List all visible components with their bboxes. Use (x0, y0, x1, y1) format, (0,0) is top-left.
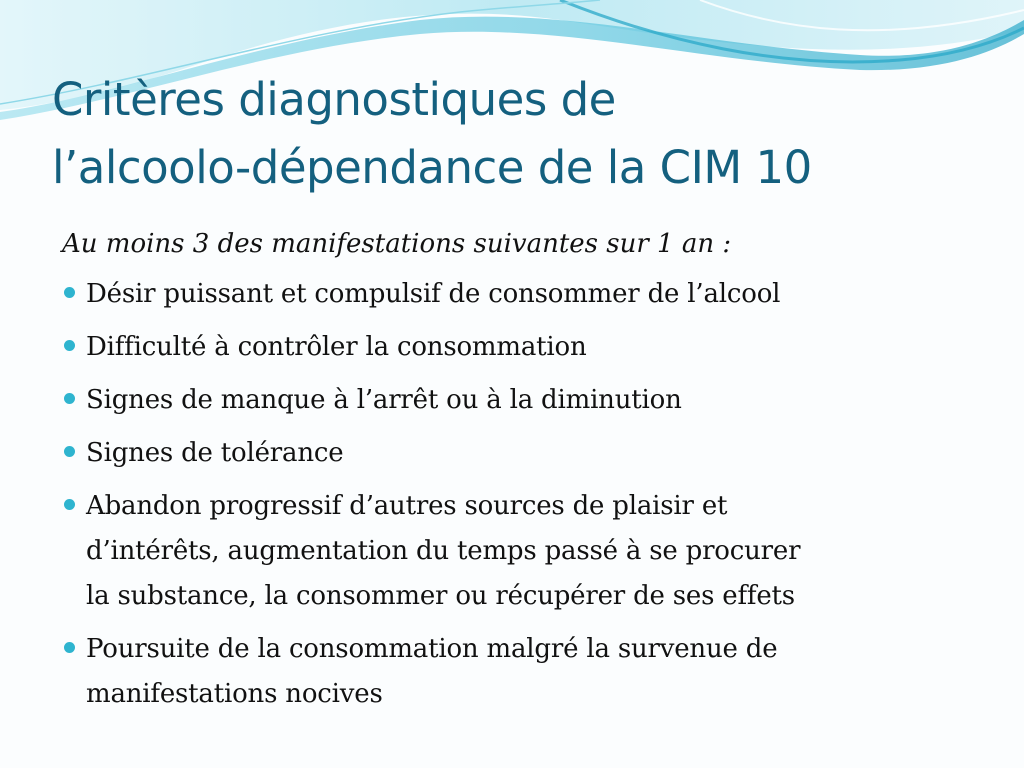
slide-title-line: Critères diagnostiques de (52, 73, 616, 126)
list-item-text (86, 627, 777, 717)
list-item-line: manifestations nocives (86, 679, 383, 709)
bullet-icon (64, 393, 75, 404)
list-item (62, 272, 972, 317)
list-item-line: Signes de tolérance (86, 438, 344, 468)
list-item-text (86, 431, 343, 476)
list-item-line: d’intérêts, augmentation du temps passé à se procurer (86, 536, 801, 566)
list-item (62, 378, 972, 423)
bullet-icon (64, 499, 75, 510)
list-item-line: Abandon progressif d’autres sources de plaisir et (86, 491, 728, 521)
slide-title (52, 66, 992, 202)
list-item-text (86, 325, 587, 370)
list-item (62, 431, 972, 476)
list-item-text (86, 484, 800, 619)
bullet-icon (64, 287, 75, 298)
criteria-list (62, 272, 972, 717)
list-item-line: la substance, la consommer ou récupérer de ses effets (86, 581, 795, 611)
list-item-line: Difficulté à contrôler la consommation (86, 332, 587, 362)
slide-title-line: l’alcoolo-dépendance de la CIM 10 (52, 141, 812, 194)
list-item-line: Signes de manque à l’arrêt ou à la diminution (86, 385, 682, 415)
bullet-icon (64, 446, 75, 457)
slide-body (62, 222, 972, 725)
list-item-text (86, 378, 682, 423)
bullet-icon (64, 340, 75, 351)
list-item (62, 484, 972, 619)
list-item-line: Désir puissant et compulsif de consommer de l’alcool (86, 279, 781, 309)
intro-text: Au moins 3 des manifestations suivantes sur 1 an : (62, 229, 732, 259)
list-item (62, 325, 972, 370)
list-item-text (86, 272, 780, 317)
list-item (62, 627, 972, 717)
bullet-icon (64, 642, 75, 653)
list-item-line: Poursuite de la consommation malgré la survenue de (86, 634, 778, 664)
